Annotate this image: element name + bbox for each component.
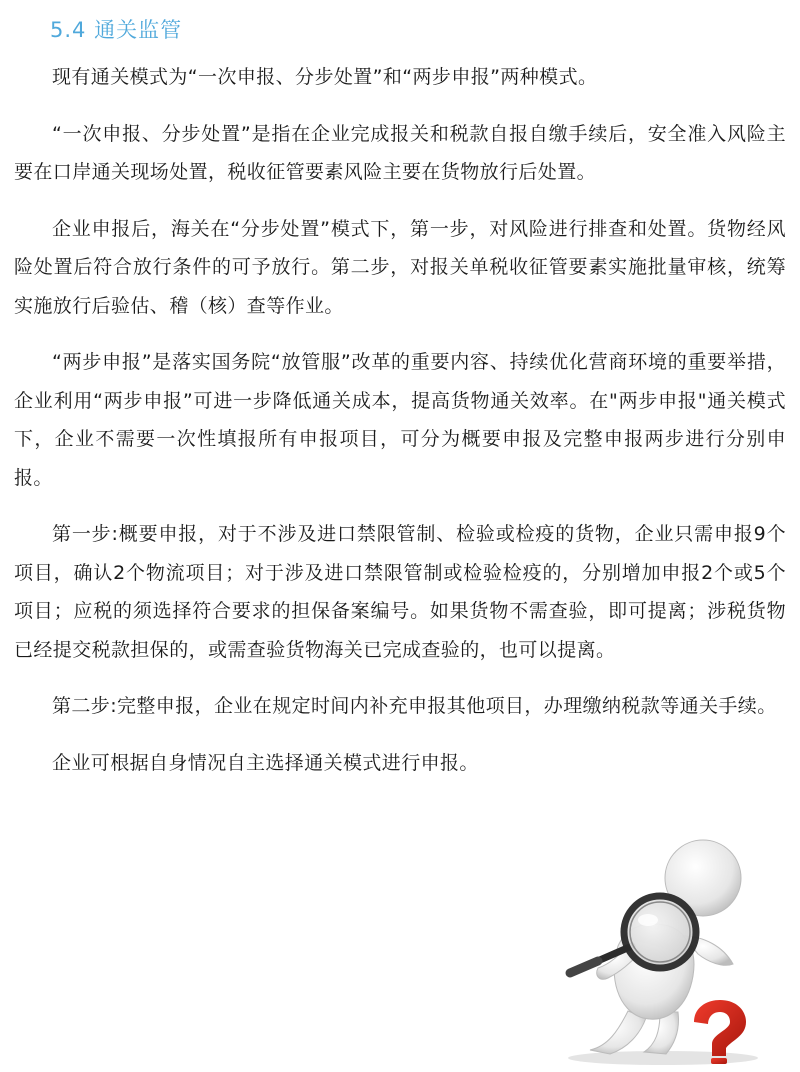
paragraph-two-step: “两步申报”是落实国务院“放管服”改革的重要内容、持续优化营商环境的重要举措，企业利用“两步申报”可进一步降低通关成本，提高货物通关效率。在"两步申报"通关模式下，企业不需要一次性填报所有申报项目，可分为概要申报及完整申报两步进行分别申报。 xyxy=(14,351,786,489)
magnifier-figure-question-icon xyxy=(548,836,786,1066)
paragraph-one-declaration: “一次申报、分步处置”是指在企业完成报关和税款自报自缴手续后，安全准入风险主要在口岸通关现场处置，税收征管要素风险主要在货物放行后处置。 xyxy=(14,122,786,183)
document-body xyxy=(14,58,786,800)
paragraph-step-one: 第一步:概要申报，对于不涉及进口禁限管制、检验或检疫的货物，企业只需申报9个项目，确认2个物流项目；对于涉及进口禁限管制或检验检疫的，分别增加申报2个或5个项目；应税的须选择符合要求的担保备案编号。如果货物不需查验，即可提离；涉税货物已经提交税款担保的，或需查验货物海关已完成查验的，也可以提离。 xyxy=(14,523,786,661)
paragraph-intro: 现有通关模式为“一次申报、分步处置”和“两步申报”两种模式。 xyxy=(52,66,598,88)
paragraph-step-two: 第二步:完整申报，企业在规定时间内补充申报其他项目，办理缴纳税款等通关手续。 xyxy=(52,695,777,717)
paragraph-step-handling: 企业申报后，海关在“分步处置”模式下，第一步，对风险进行排查和处置。货物经风险处置后符合放行条件的可予放行。第二步，对报关单税收征管要素实施批量审核，统筹实施放行后验估、稽（核）查等作业。 xyxy=(14,217,786,317)
paragraph-choice: 企业可根据自身情况自主选择通关模式进行申报。 xyxy=(52,751,479,774)
section-heading: 5.4 通关监管 xyxy=(50,18,183,42)
